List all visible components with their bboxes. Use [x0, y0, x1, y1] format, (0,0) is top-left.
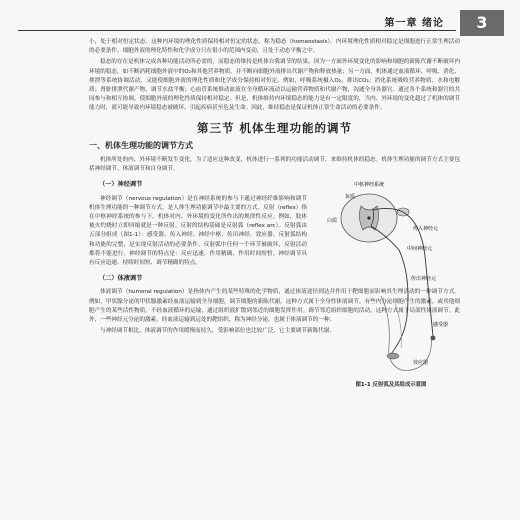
neural-regulation-title: （一）神经调节	[99, 181, 143, 189]
label-afferent-neuron: 传入神经元	[413, 226, 439, 233]
humoral-paragraph-2: 与神经调节相比，体液调节的作用缓慢而持久，受影响部位也比较广泛，它主要调节新陈代谢、	[100, 328, 335, 335]
label-interneuron: 中间神经元	[407, 246, 433, 253]
humoral-paragraph-1: 体液调节（humoral regulation）是指体内产生的某些特殊的化学物质，通过体液途径到达并作用于靶细胞而影响其生理活动的一种调节方式。例如，甲状腺分泌的甲状腺激素经血液运输到全身细胞，调节细胞的新陈代谢。这种方式属于全身性体液调节。有些内分泌细胞产生的激素，或其他细胞产生的某些活性物质，不经血液循环的运输，通过组织液扩散到邻近的细胞发挥作用。调节邻近组织细胞的活动，这种方式属于局部性体液调节。此外，一些神经元分泌的激素，经血液运输到远处的靶组织，称为神经分泌，也属于体液调节的一种。	[89, 289, 460, 324]
section-title: 第三节 机体生理功能的调节	[196, 120, 352, 135]
figure-caption: 图1-1 反射弧及其组成示意图	[355, 381, 427, 388]
page-number: 3	[460, 10, 504, 36]
chapter-title: 第一章 绪论	[384, 18, 444, 29]
page-content	[89, 38, 460, 514]
label-gray-matter: 灰质	[345, 194, 356, 201]
reflex-arc-diagram	[321, 176, 461, 376]
label-central-nervous-system: 中枢神经系统	[353, 182, 385, 189]
page-header	[18, 10, 506, 30]
humoral-regulation-title: （二）体液调节	[99, 275, 143, 283]
label-receptor: 感受器	[433, 322, 449, 329]
subsection-title: 一、机体生理功能的调节方式	[89, 140, 193, 150]
intro-paragraph-1: 小，处于相对恒定状态。这种内环境的理化性质保持相对恒定的状态，称为稳态（homeostasis）。内环境理化性质相对稳定是细胞进行正常生理活动的必要条件。细胞外液的理化特性和化学成分只在很小的范围内变动，且处于动态平衡之中。	[89, 39, 460, 55]
label-effector: 效应器	[413, 360, 429, 367]
intro-paragraph-2: 稳态的存在是机体完成各种功能活动所必需的，而稳态的维持是机体自我调节的结果。因为一方面外环境变化的影响和细胞的新陈代谢不断破坏内环境的稳态，如不断消耗细胞外液中的O₂和其他营养物质，并不断向细胞外液排出代谢产物和释放热量；另一方面，机体通过血液循环、呼吸、消化、排泄等系统协调活动，又能使细胞外液的理化性质和化学成分保持相对恒定。例如，呼吸系统摄入O₂，排出CO₂；消化系统吸收营养物质、水和电解质；肾脏排泄代谢产物，调节水盐平衡；心血管系统推动血液在全身循环流动以运输营养物质和代谢产物，沟通全身各器官。通过各个系统和器官的共同参与和相互协调，使细胞外液的理化性质保持相对稳定。但是，机体维持内环境稳态的能力是有一定限度的，当内、外环境的变化超过了机体的调节能力时，就可能导致内环境稳态被破坏，引起疾病甚至危及生命。因此，维持稳态是保证机体正常生命活动的必要条件。	[89, 59, 460, 112]
reflex-arc-figure	[321, 176, 461, 388]
neural-paragraph: 神经调节（nervous regulation）是在神经系统的参与下通过神经纤维影响和调节机体生理功能的一种调节方式，是人体生理功能调节中最主要的方式。反射（reflex）指在中枢神经系统的参与下，机体对内、外环境的变化所作出的规律性反应。例如，肢体被火灼烧时立即回缩就是一种反射。反射的结构基础是反射弧（reflex arc）。反射弧由五部分组成（图1-1）：感受器、传入神经、神经中枢、传出神经、效应器。反射弧结构和功能的完整，是实现反射活动的必要条件，反射弧中任何一个环节被破坏，反射活动都将不能进行。神经调节的特点是：反应迅速、作用精确、作用时间短暂。神经调节具有反应迅速、持续时间短、调节精确的特点。	[89, 195, 307, 267]
header-rule	[18, 30, 456, 31]
label-white-matter: 白质	[327, 218, 338, 225]
subsection-paragraph: 机体所处的内、外环境不断发生变化，为了适应这种改变，机体进行一系列的功能活动调节，来维持机体的稳态。机体生理功能的调节方式主要包括神经调节、体液调节和自身调节。	[89, 157, 460, 173]
label-efferent-neuron: 传出神经元	[411, 276, 437, 283]
